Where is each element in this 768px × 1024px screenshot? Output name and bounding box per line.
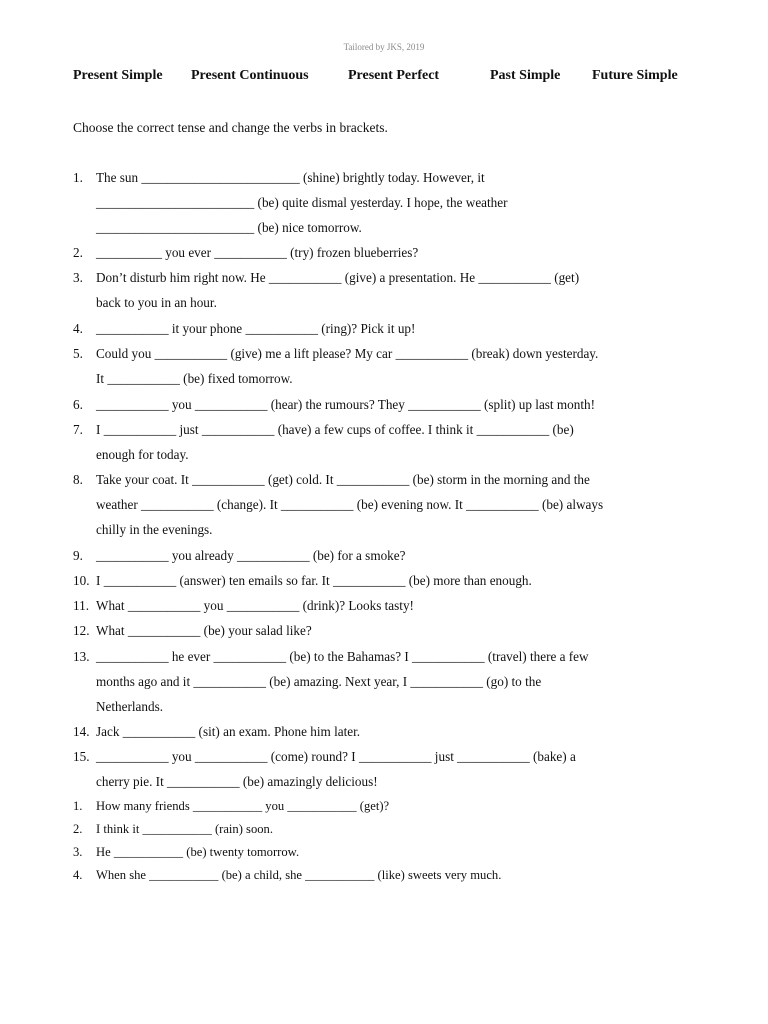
exercise-line: enough for today. xyxy=(96,447,189,462)
exercise-line: ___________ you already ___________ (be) for a smoke? xyxy=(96,548,406,563)
exercise-number: 7. xyxy=(73,422,83,437)
exercise-line: I ___________ just ___________ (have) a few cups of coffee. I think it ___________ (be) xyxy=(96,422,574,437)
exercise-line: He ___________ (be) twenty tomorrow. xyxy=(96,845,300,859)
exercise-number: 9. xyxy=(73,548,83,563)
exercise-line: back to you in an hour. xyxy=(96,295,217,310)
exercise-line: ___________ you ___________ (hear) the rumours? They ___________ (split) up last month! xyxy=(96,397,595,412)
exercise-line: ________________________ (be) quite dismal yesterday. I hope, the weather xyxy=(96,195,508,210)
exercise-line: ___________ he ever ___________ (be) to the Bahamas? I ___________ (travel) there a few xyxy=(96,649,589,664)
exercise-line: Jack ___________ (sit) an exam. Phone him later. xyxy=(96,724,361,739)
exercise-number: 8. xyxy=(73,472,83,487)
exercise-number: 10. xyxy=(73,573,90,588)
exercise-number: 11. xyxy=(73,598,89,613)
exercise-line: ___________ you ___________ (come) round? I ___________ just ___________ (bake) a xyxy=(96,749,576,764)
instruction-text: Choose the correct tense and change the verbs in brackets. xyxy=(73,120,388,135)
exercise-number: 1. xyxy=(73,170,83,185)
tense-past-simple: Past Simple xyxy=(490,68,561,83)
exercise-number: 12. xyxy=(73,623,90,638)
tense-present-perfect: Present Perfect xyxy=(348,68,440,83)
exercise-line: It ___________ (be) fixed tomorrow. xyxy=(96,371,293,386)
exercise-line: weather ___________ (change). It ___________ (be) evening now. It ___________ (be) always xyxy=(96,497,604,512)
exercise-line: Take your coat. It ___________ (get) cold. It ___________ (be) storm in the morning and the xyxy=(96,472,590,487)
exercise-line: How many friends ___________ you ___________ (get)? xyxy=(96,799,390,813)
exercise-line: When she ___________ (be) a child, she ___________ (like) sweets very much. xyxy=(96,868,502,882)
tense-present-continuous: Present Continuous xyxy=(191,68,309,83)
exercise-number: 3. xyxy=(73,845,83,859)
exercise-line: Could you ___________ (give) me a lift please? My car ___________ (break) down yesterday. xyxy=(96,346,599,361)
exercise-line: ________________________ (be) nice tomorrow. xyxy=(96,220,362,235)
tense-present-simple: Present Simple xyxy=(73,68,163,83)
exercise-line: months ago and it ___________ (be) amazing. Next year, I ___________ (go) to the xyxy=(96,674,542,689)
exercise-line: Don’t disturb him right now. He ___________ (give) a presentation. He ___________ (get) xyxy=(96,270,580,285)
exercise-number: 2. xyxy=(73,245,83,260)
exercise-number: 13. xyxy=(73,649,90,664)
exercise-number: 2. xyxy=(73,822,83,836)
exercise-line: I ___________ (answer) ten emails so far. It ___________ (be) more than enough. xyxy=(96,573,532,588)
exercise-number: 14. xyxy=(73,724,90,739)
exercise-number: 4. xyxy=(73,868,83,882)
credit-line: Tailored by JKS, 2019 xyxy=(343,42,425,52)
exercise-number: 4. xyxy=(73,321,83,336)
exercise-line: I think it ___________ (rain) soon. xyxy=(96,822,273,836)
exercise-line: chilly in the evenings. xyxy=(96,522,213,537)
exercise-line: What ___________ (be) your salad like? xyxy=(96,623,312,638)
exercise-number: 1. xyxy=(73,799,83,813)
exercise-line: ___________ it your phone ___________ (ring)? Pick it up! xyxy=(96,321,416,336)
exercise-line: What ___________ you ___________ (drink)? Looks tasty! xyxy=(96,598,414,613)
exercise-line: __________ you ever ___________ (try) frozen blueberries? xyxy=(96,245,419,260)
exercise-number: 15. xyxy=(73,749,90,764)
exercise-line: cherry pie. It ___________ (be) amazingly delicious! xyxy=(96,774,378,789)
exercise-number: 3. xyxy=(73,270,83,285)
exercise-line: Netherlands. xyxy=(96,699,164,714)
exercise-number: 5. xyxy=(73,346,83,361)
tense-future-simple: Future Simple xyxy=(592,68,678,83)
exercise-number: 6. xyxy=(73,397,83,412)
exercise-line: The sun ________________________ (shine) brightly today. However, it xyxy=(96,170,485,185)
